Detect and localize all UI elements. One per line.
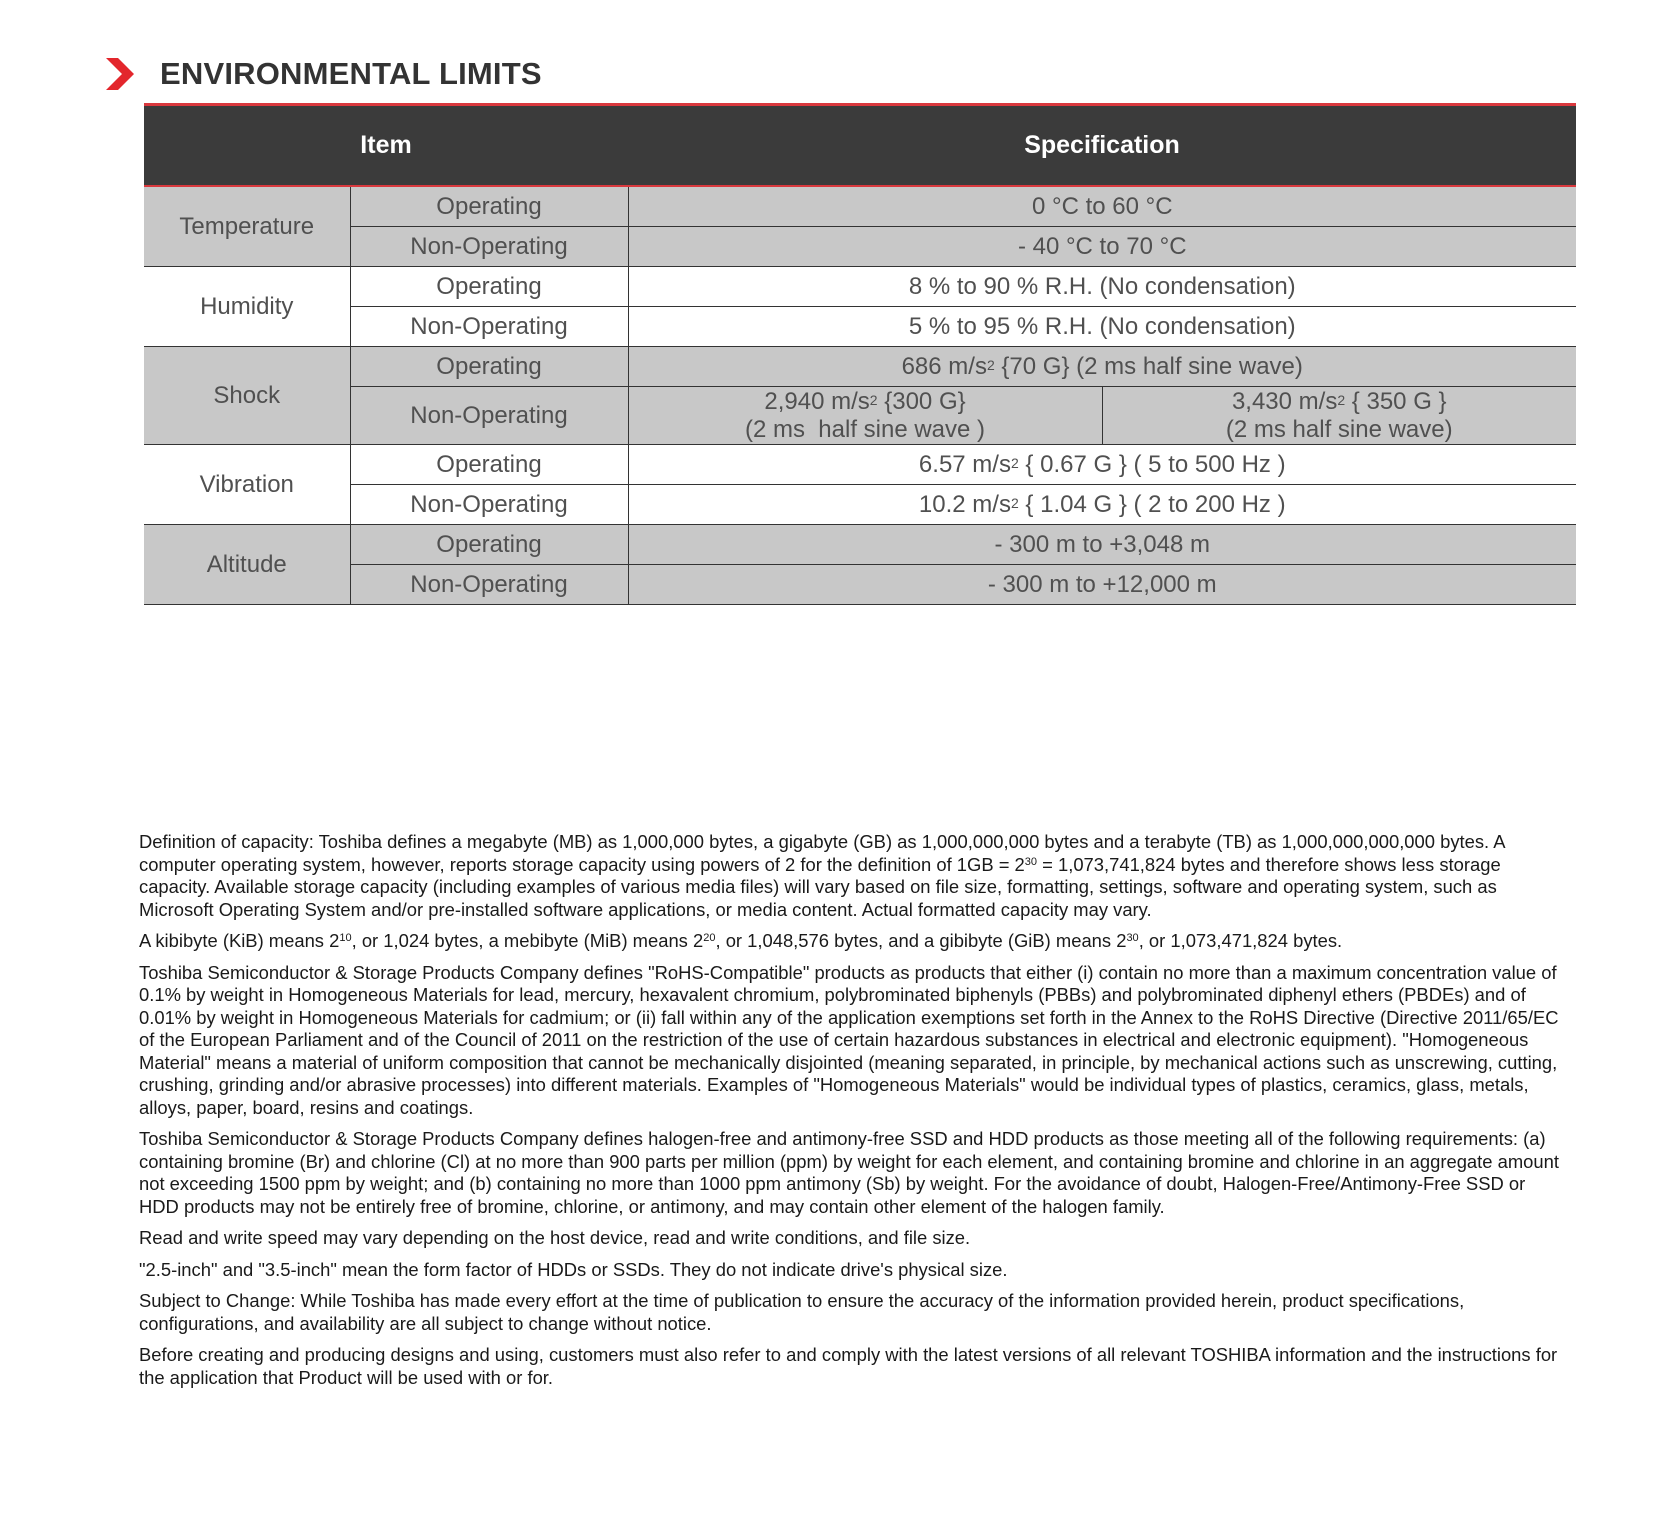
spec-cell bbox=[628, 445, 1576, 485]
spec-cell bbox=[628, 347, 1576, 387]
note-text: Definition of capacity: Toshiba defines a megabyte (MB) as 1,000,000 bytes, a gigabyte (GB) as 1,000,000,000 bytes and a terabyte (TB) as 1,000,000,000,000 bytes. A computer operating system, however, reports storage capacity using powers of 2 for the definition of 1GB = 2 bbox=[139, 831, 1505, 875]
spec-cell: - 300 m to +3,048 m bbox=[628, 525, 1576, 565]
spec-value: {70 G} (2 ms half sine wave) bbox=[994, 352, 1303, 380]
superscript: 2 bbox=[1010, 494, 1019, 511]
spec-cell-left bbox=[628, 387, 1102, 445]
spec-value: { 350 G } bbox=[1345, 387, 1447, 415]
footnotes bbox=[139, 831, 1559, 1398]
condition-cell: Non-Operating bbox=[350, 565, 628, 605]
group-label-temperature: Temperature bbox=[144, 186, 350, 267]
spec-line bbox=[1103, 388, 1577, 416]
spec-value: 2,940 m/s bbox=[764, 387, 870, 415]
spec-line: (2 ms half sine wave ) bbox=[744, 415, 986, 443]
table-row bbox=[144, 267, 1576, 307]
spec-value: 3,430 m/s bbox=[1231, 387, 1338, 415]
spec-value: 686 m/s bbox=[901, 352, 987, 380]
condition-cell: Non-Operating bbox=[350, 227, 628, 267]
condition-cell: Operating bbox=[350, 347, 628, 387]
note-binary-units bbox=[139, 930, 1559, 953]
chevron-right-icon bbox=[104, 56, 136, 92]
condition-cell: Non-Operating bbox=[350, 307, 628, 347]
condition-cell: Non-Operating bbox=[350, 387, 628, 445]
note-text: A kibibyte (KiB) means 2 bbox=[139, 930, 340, 951]
header-item: Item bbox=[144, 105, 628, 187]
table-row bbox=[144, 485, 1576, 525]
table-row bbox=[144, 387, 1576, 445]
note-text: , or 1,048,576 bytes, and a gibibyte (GiB) means 2 bbox=[715, 930, 1127, 951]
note-subject-to-change: Subject to Change: While Toshiba has made every effort at the time of publication to ensure the accuracy of the information provided herein, product specifications, configurations, and availability are all subject to change without notice. bbox=[139, 1290, 1465, 1334]
spec-cell: 8 % to 90 % R.H. (No condensation) bbox=[628, 267, 1576, 307]
table-row bbox=[144, 445, 1576, 485]
section-title: ENVIRONMENTAL LIMITS bbox=[160, 56, 542, 91]
note-text: = 1,073,741,824 bytes and therefore shows less storage capacity. Available storage capacity (including examples of various media files) will vary based on file size, formatting, settings, software and operating system, such as Microsoft Operating System and/or pre-installed software applications, or media content. Actual formatted capacity may vary. bbox=[139, 853, 1501, 920]
superscript: 20 bbox=[703, 932, 716, 944]
group-label-humidity: Humidity bbox=[144, 267, 350, 347]
note-form-factor: "2.5-inch" and "3.5-inch" mean the form factor of HDDs or SSDs. They do not indicate drive's physical size. bbox=[139, 1258, 1008, 1280]
superscript: 2 bbox=[986, 356, 995, 373]
header-specification: Specification bbox=[628, 105, 1576, 187]
table-row bbox=[144, 347, 1576, 387]
spec-line: (2 ms half sine wave) bbox=[1225, 415, 1453, 443]
note-speed: Read and write speed may vary depending on the host device, read and write conditions, and file size. bbox=[139, 1227, 971, 1248]
environmental-limits-table bbox=[144, 103, 1576, 605]
table-row bbox=[144, 227, 1576, 267]
section-heading bbox=[104, 54, 542, 94]
condition-cell: Operating bbox=[350, 267, 628, 307]
superscript: 2 bbox=[1010, 454, 1019, 471]
group-label-altitude: Altitude bbox=[144, 525, 350, 605]
spec-value: { 0.67 G } ( 5 to 500 Hz ) bbox=[1018, 450, 1286, 478]
superscript: 30 bbox=[1126, 932, 1139, 944]
spec-value: 6.57 m/s bbox=[918, 450, 1011, 478]
group-label-shock: Shock bbox=[144, 347, 350, 445]
superscript: 10 bbox=[339, 932, 352, 944]
table-row bbox=[144, 186, 1576, 227]
note-rohs: Toshiba Semiconductor & Storage Products Company defines "RoHS-Compatible" products as products that either (i) contain no more than a maximum concentration value of 0.1% by weight in Homogeneous Materials for lead, mercury, hexavalent chromium, polybrominated biphenyls (PBBs) and polybrominated diphenyl ethers (PBDEs) and of 0.01% by weight in Homogeneous Materials for cadmium; or (ii) fall within any of the application exemptions set forth in the Annex to the RoHS Directive (Directive 2011/65/EC of the European Parliament and of the Council of 2011 on the restriction of the use of certain hazardous substances in electrical and electronic equipment). "Homogeneous Material" means a material of uniform composition that cannot be mechanically disjointed (meaning separated, in principle, by mechanical actions such as unscrewing, cutting, crushing, grinding and/or abrasive processes) into different materials. Examples of "Homogeneous Materials" would be individual types of plastics, ceramics, glass, metals, alloys, paper, board, resins and coatings. bbox=[139, 961, 1559, 1118]
note-before-creating: Before creating and producing designs and using, customers must also refer to and comply with the latest versions of all relevant TOSHIBA information and the instructions for the application that Product will be used with or for. bbox=[139, 1344, 1558, 1388]
table-header-row bbox=[144, 105, 1576, 187]
spec-value: {300 G} bbox=[877, 387, 966, 415]
table-row bbox=[144, 525, 1576, 565]
spec-cell bbox=[628, 485, 1576, 525]
spec-line bbox=[629, 388, 1102, 416]
superscript: 2 bbox=[1337, 391, 1346, 408]
spec-cell: - 40 °C to 70 °C bbox=[628, 227, 1576, 267]
spec-value: 10.2 m/s bbox=[918, 490, 1011, 518]
superscript: 2 bbox=[869, 391, 878, 408]
note-text: , or 1,073,471,824 bytes. bbox=[1138, 930, 1343, 951]
note-text: , or 1,024 bytes, a mebibyte (MiB) means 2 bbox=[351, 930, 704, 951]
spec-cell-right bbox=[1102, 387, 1576, 445]
condition-cell: Operating bbox=[350, 186, 628, 227]
group-label-vibration: Vibration bbox=[144, 445, 350, 525]
spec-value: { 1.04 G } ( 2 to 200 Hz ) bbox=[1018, 490, 1286, 518]
spec-cell: - 300 m to +12,000 m bbox=[628, 565, 1576, 605]
table-row bbox=[144, 307, 1576, 347]
spec-cell: 0 °C to 60 °C bbox=[628, 186, 1576, 227]
condition-cell: Non-Operating bbox=[350, 485, 628, 525]
condition-cell: Operating bbox=[350, 525, 628, 565]
condition-cell: Operating bbox=[350, 445, 628, 485]
table-row bbox=[144, 565, 1576, 605]
note-capacity bbox=[139, 831, 1559, 921]
spec-cell: 5 % to 95 % R.H. (No condensation) bbox=[628, 307, 1576, 347]
superscript: 30 bbox=[1024, 855, 1038, 868]
note-halogen-free: Toshiba Semiconductor & Storage Products Company defines halogen-free and antimony-free SSD and HDD products as those meeting all of the following requirements: (a) containing bromine (Br) and chlorine (Cl) at no more than 900 parts per million (ppm) by weight for each element, and containing bromine and chlorine in an aggregate amount not exceeding 1500 ppm by weight; and (b) containing no more than 1000 ppm antimony (Sb) by weight. For the avoidance of doubt, Halogen-Free/Antimony-Free SSD or HDD products may not be entirely free of bromine, chlorine, or antimony, and may contain other element of the halogen family. bbox=[139, 1128, 1559, 1217]
